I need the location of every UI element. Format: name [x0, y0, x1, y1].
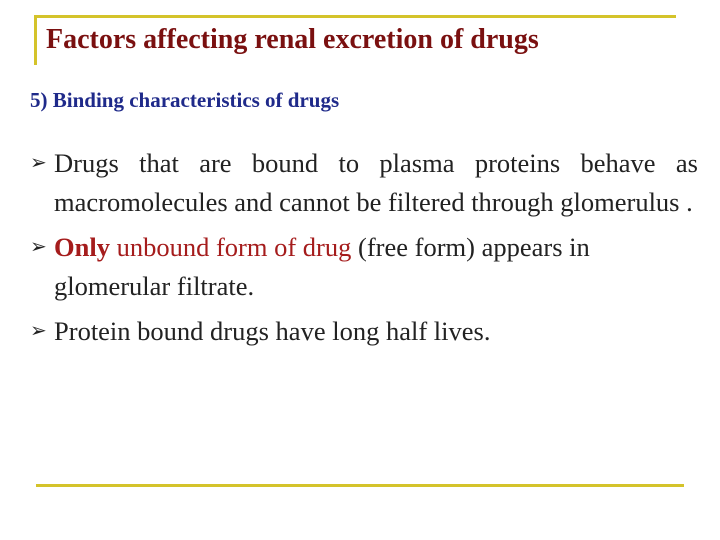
- bullet-emphasis-only: Only: [54, 232, 110, 262]
- bullet-text: Drugs that are bound to plasma proteins behave as macromolecules and cannot be filtered through glomerulus .: [54, 148, 698, 217]
- arrow-bullet-icon: ➢: [30, 236, 47, 258]
- title-frame-left-line: [34, 15, 37, 65]
- bullet-highlight-unbound: unbound form of drug: [109, 232, 352, 262]
- slide-title: Factors affecting renal excretion of drugs: [46, 24, 539, 55]
- bullet-text: Protein bound drugs have long half lives.: [54, 316, 491, 346]
- bullet-text-rest: (free form) appears in glomerular filtrate.: [54, 232, 590, 301]
- footer-divider-line: [36, 484, 684, 487]
- slide-subtitle: 5) Binding characteristics of drugs: [30, 88, 340, 112]
- title-frame-top-line: [34, 15, 676, 18]
- bullet-item-plasma-binding: [30, 144, 698, 222]
- arrow-bullet-icon: ➢: [30, 320, 47, 342]
- bullet-item-unbound-form: [30, 228, 704, 306]
- bullet-item-half-lives: [30, 312, 710, 351]
- bullet-list: [30, 144, 710, 357]
- arrow-bullet-icon: ➢: [30, 152, 47, 174]
